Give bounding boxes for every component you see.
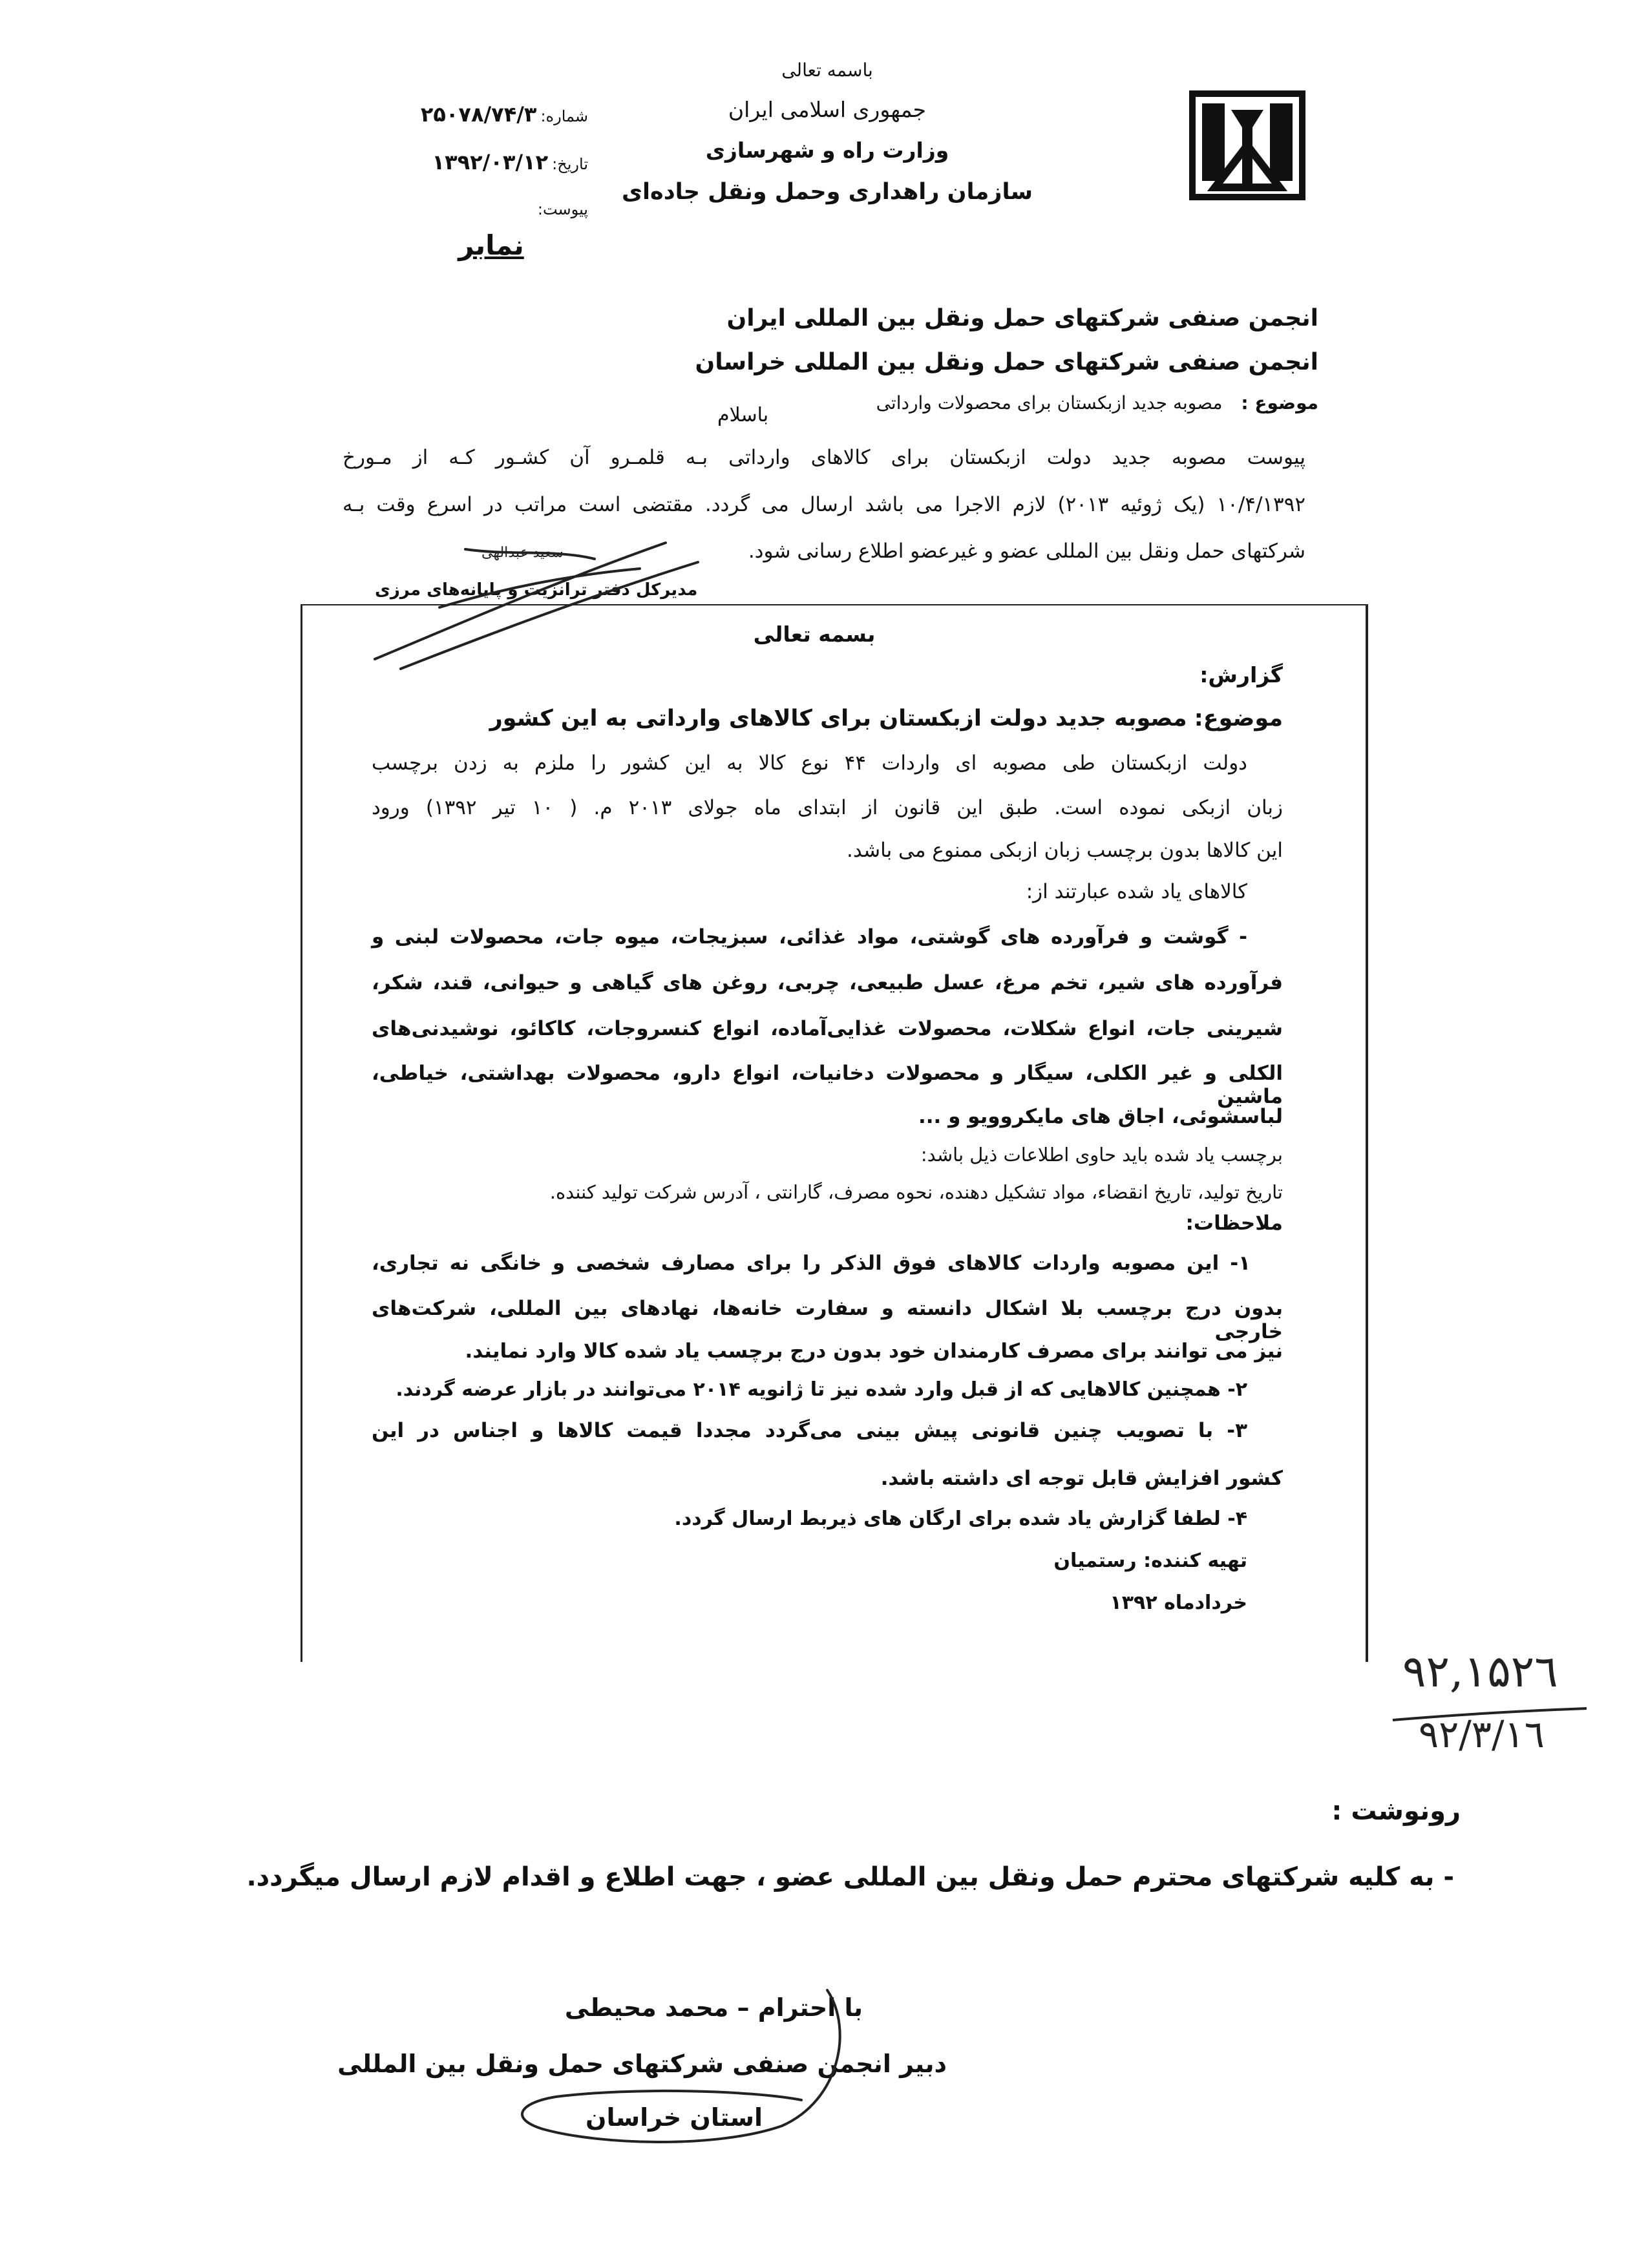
letter-number bbox=[388, 102, 588, 127]
document-type: نمابر bbox=[458, 229, 524, 261]
ministry-logo bbox=[1183, 84, 1312, 207]
items-line: الکلی و غیر الکلی، سیگار و محصولات دخانیات، انواع دارو، محصولات بهداشتی، خیاطی، ماشین bbox=[372, 1062, 1283, 1108]
report-heading: گزارش: bbox=[1199, 662, 1283, 688]
report-paragraph-line: این کالاها بدون برچسب زبان ازبکی ممنوع می باشد. bbox=[847, 839, 1283, 862]
header-invocation: باسمه تعالی bbox=[781, 59, 873, 81]
header-ministry: وزارت راه و شهرسازی bbox=[705, 138, 949, 163]
recipient-iran: انجمن صنفی شرکتهای حمل ونقل بین المللی ایران bbox=[726, 305, 1318, 331]
note-line: ۴- لطفا گزارش یاد شده برای ارگان های ذیربط ارسال گردد. bbox=[674, 1507, 1247, 1530]
letter-attachment bbox=[388, 195, 588, 220]
note-line: نیز می توانند برای مصرف کارمندان خود بدون درج برچسب یاد شده کالا وارد نمایند. bbox=[465, 1339, 1283, 1363]
notes-heading: ملاحظات: bbox=[1185, 1212, 1283, 1235]
cc-line: - به کلیه شرکتهای محترم حمل ونقل بین المللی عضو ، جهت اطلاع و اقدام لازم ارسال میگردد. bbox=[246, 1862, 1454, 1892]
header-organization: سازمان راهداری وحمل ونقل جاده‌ای bbox=[621, 179, 1033, 205]
date-value: ١٣٩٢/٠٣/١٢ bbox=[432, 150, 549, 174]
report-paragraph-line: دولت ازبکستان طی مصوبه ای واردات ۴۴ نوع کالا به این کشور را ملزم به زدن برچسب bbox=[372, 751, 1247, 775]
signer-name: سعید عبدالهی bbox=[481, 545, 564, 561]
note-line: ١- این مصوبه واردات کالاهای فوق الذکر را برای مصارف شخصی و خانگی نه تجاری، bbox=[372, 1252, 1251, 1275]
number-value: ٢۵٠٧٨/٧۴/٣ bbox=[420, 102, 537, 127]
letter-subject bbox=[876, 392, 1318, 414]
report-invocation: بسمه تعالی bbox=[753, 622, 876, 647]
letter-date bbox=[388, 150, 588, 174]
letter-body-line: پیوست مصوبه جدید دولت ازبکستان برای کالاهای وارداتی بـه قلمـرو آن کشـور کـه از مـورخ bbox=[343, 446, 1305, 469]
note-line: کشور افزایش قابل توجه ای داشته باشد. bbox=[880, 1467, 1283, 1490]
report-subject bbox=[490, 706, 1283, 731]
signature-province: استان خراسان bbox=[586, 2103, 763, 2132]
handwritten-reg-number: ٩٢,١۵٢٦ bbox=[1402, 1646, 1558, 1697]
label-intro: برچسب یاد شده باید حاوی اطلاعات ذیل باشد: bbox=[920, 1144, 1283, 1166]
cc-heading: رونوشت : bbox=[1331, 1796, 1461, 1826]
items-line: فرآورده های شیر، تخم مرغ، عسل طبیعی، چربی، روغن های گیاهی و حیوانی، قند، شکر، bbox=[372, 971, 1283, 994]
prepared-by: تهیه کننده: رستمیان bbox=[1053, 1549, 1247, 1572]
subject-text: مصوبه جدید ازبکستان برای محصولات وارداتی bbox=[876, 392, 1223, 414]
note-line: ٢- همچنین کالاهایی که از قبل وارد شده نیز تا ژانویه ٢٠١۴ می‌توانند در بازار عرضه گردند. bbox=[396, 1378, 1247, 1401]
attachment-label: پیوست: bbox=[537, 200, 588, 218]
label-items: تاریخ تولید، تاریخ انقضاء، مواد تشکیل دهنده، نحوه مصرف، گارانتی ، آدرس شرکت تولید کننده. bbox=[549, 1181, 1283, 1203]
greeting: باسلام bbox=[717, 404, 769, 426]
report-subject-label: موضوع: bbox=[1194, 706, 1283, 731]
note-line: بدون درج برچسب بلا اشکال دانسته و سفارت خانه‌ها، نهادهای بین المللی، شرکت‌های خارجی bbox=[372, 1297, 1283, 1343]
signer-title: مدیرکل دفتر ترانزیت و پایانه‌های مرزی bbox=[375, 580, 698, 600]
items-line: شیرینی جات، انواع شکلات، محصولات غذایی‌آماده، انواع کنسروجات، کاکائو، نوشیدنی‌های bbox=[372, 1017, 1283, 1040]
header-country: جمهوری اسلامی ایران bbox=[728, 97, 927, 122]
report-subject-text: مصوبه جدید دولت ازبکستان برای کالاهای وارداتی به این کشور bbox=[489, 706, 1187, 731]
report-date: خردادماه ١٣٩٢ bbox=[1110, 1591, 1247, 1614]
signature-closing: با احترام – محمد محیطی bbox=[564, 1993, 863, 2022]
items-line: - گوشت و فرآورده های گوشتی، مواد غذائی، سبزیجات، میوه جات، محصولات لبنی و bbox=[372, 925, 1247, 949]
recipient-khorasan: انجمن صنفی شرکتهای حمل ونقل بین المللی خراسان bbox=[695, 349, 1318, 375]
signature-title: دبیر انجمن صنفی شرکتهای حمل ونقل بین المللی bbox=[337, 2050, 947, 2078]
report-paragraph-line: زبان ازبکی نموده است. طبق این قانون از ابتدای ماه جولای ٢٠١٣ م. ( ١٠ تیر ١٣٩٢) ورود bbox=[372, 796, 1284, 819]
handwritten-reg-date: ٩٢/٣/١٦ bbox=[1419, 1712, 1545, 1756]
subject-label: موضوع : bbox=[1241, 392, 1318, 414]
items-line: لباسشوئی، اجاق های مایکروویو و ... bbox=[918, 1105, 1283, 1128]
note-line: ٣- با تصویب چنین قانونی پیش بینی می‌گردد مجددا قیمت کالاها و اجناس در این bbox=[372, 1419, 1247, 1442]
date-label: تاریخ: bbox=[552, 155, 588, 173]
letter-body-line: ١٣٩٢/۴/١٠ (یک ژوئیه ٢٠١٣) لازم الاجرا می باشد ارسال می گردد. مقتضی است مراتب در اسرع وقت بـه bbox=[343, 493, 1305, 516]
letter-body-line: شرکتهای حمل ونقل بین المللی عضو و غیرعضو اطلاع رسانی شود. bbox=[748, 540, 1305, 563]
items-intro: کالاهای یاد شده عبارتند از: bbox=[1026, 880, 1247, 903]
number-label: شماره: bbox=[540, 107, 588, 125]
handwritten-signature bbox=[504, 1977, 866, 2152]
